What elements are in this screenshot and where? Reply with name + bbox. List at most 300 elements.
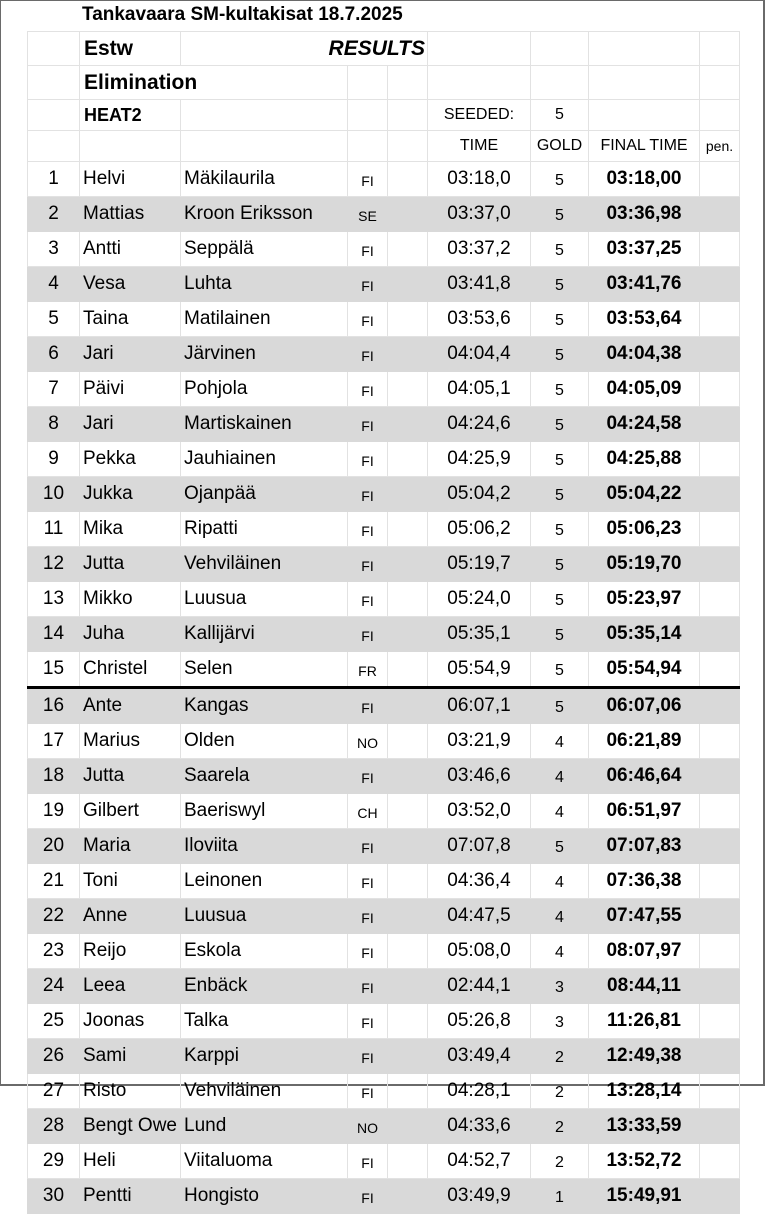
penalty-cell	[700, 512, 740, 547]
first-name-cell: Maria	[80, 829, 181, 864]
col-final-header: FINAL TIME	[589, 131, 700, 162]
last-name-cell: Olden	[181, 724, 348, 759]
country-cell: NO	[348, 724, 388, 759]
penalty-cell	[700, 724, 740, 759]
column-header-row	[28, 131, 740, 162]
table-row	[28, 934, 740, 969]
rank-cell: 18	[28, 759, 80, 794]
time-cell: 04:36,4	[428, 864, 531, 899]
blank-cell	[388, 547, 428, 582]
time-cell: 04:47,5	[428, 899, 531, 934]
time-cell: 04:04,4	[428, 337, 531, 372]
penalty-cell	[700, 864, 740, 899]
penalty-cell	[700, 1074, 740, 1109]
time-cell: 04:05,1	[428, 372, 531, 407]
gold-cell: 5	[531, 162, 589, 197]
time-cell: 03:21,9	[428, 724, 531, 759]
first-name-cell: Bengt Owe	[80, 1109, 181, 1144]
country-cell: FI	[348, 864, 388, 899]
country-cell: FI	[348, 582, 388, 617]
penalty-cell	[700, 899, 740, 934]
rank-cell: 6	[28, 337, 80, 372]
table-row	[28, 337, 740, 372]
penalty-cell	[700, 829, 740, 864]
time-cell: 05:06,2	[428, 512, 531, 547]
time-cell: 03:37,2	[428, 232, 531, 267]
table-row	[28, 899, 740, 934]
table-row	[28, 829, 740, 864]
last-name-cell: Talka	[181, 1004, 348, 1039]
gold-cell: 5	[531, 442, 589, 477]
time-cell: 05:24,0	[428, 582, 531, 617]
rank-cell: 28	[28, 1109, 80, 1144]
rank-cell: 2	[28, 197, 80, 232]
final-time-cell: 05:19,70	[589, 547, 700, 582]
rank-cell: 22	[28, 899, 80, 934]
stage-label: Elimination	[80, 66, 348, 100]
rank-cell: 10	[28, 477, 80, 512]
blank-cell	[388, 1144, 428, 1179]
country-cell: FI	[348, 1039, 388, 1074]
gold-cell: 5	[531, 267, 589, 302]
final-time-cell: 13:28,14	[589, 1074, 700, 1109]
country-cell: FI	[348, 232, 388, 267]
last-name-cell: Luusua	[181, 899, 348, 934]
blank-cell	[388, 302, 428, 337]
gold-cell: 5	[531, 582, 589, 617]
penalty-cell	[700, 617, 740, 652]
final-time-cell: 07:07,83	[589, 829, 700, 864]
blank-cell	[388, 759, 428, 794]
gold-cell: 4	[531, 934, 589, 969]
first-name-cell: Jari	[80, 407, 181, 442]
blank-cell	[388, 162, 428, 197]
country-cell: FI	[348, 267, 388, 302]
gold-cell: 5	[531, 232, 589, 267]
results-label: RESULTS	[181, 32, 428, 66]
country-cell: FI	[348, 1074, 388, 1109]
last-name-cell: Mäkilaurila	[181, 162, 348, 197]
table-row	[28, 582, 740, 617]
gold-cell: 5	[531, 547, 589, 582]
last-name-cell: Baeriswyl	[181, 794, 348, 829]
rank-cell: 17	[28, 724, 80, 759]
penalty-cell	[700, 582, 740, 617]
last-name-cell: Vehviläinen	[181, 547, 348, 582]
results-table	[27, 31, 740, 1214]
blank-cell	[388, 442, 428, 477]
gold-cell: 5	[531, 372, 589, 407]
gold-cell: 5	[531, 617, 589, 652]
time-cell: 05:26,8	[428, 1004, 531, 1039]
blank-cell	[388, 688, 428, 724]
final-time-cell: 04:04,38	[589, 337, 700, 372]
rank-cell: 5	[28, 302, 80, 337]
country-cell: FI	[348, 512, 388, 547]
final-time-cell: 13:52,72	[589, 1144, 700, 1179]
last-name-cell: Matilainen	[181, 302, 348, 337]
country-cell: FI	[348, 617, 388, 652]
penalty-cell	[700, 407, 740, 442]
penalty-cell	[700, 1004, 740, 1039]
table-row	[28, 1109, 740, 1144]
rank-cell: 30	[28, 1179, 80, 1214]
last-name-cell: Järvinen	[181, 337, 348, 372]
penalty-cell	[700, 934, 740, 969]
gold-cell: 4	[531, 759, 589, 794]
time-cell: 04:25,9	[428, 442, 531, 477]
penalty-cell	[700, 1109, 740, 1144]
blank-cell	[388, 1039, 428, 1074]
table-row	[28, 232, 740, 267]
rank-cell: 16	[28, 688, 80, 724]
last-name-cell: Luhta	[181, 267, 348, 302]
blank-cell	[388, 829, 428, 864]
blank-cell	[388, 1004, 428, 1039]
country-cell: FI	[348, 407, 388, 442]
first-name-cell: Mikko	[80, 582, 181, 617]
table-row	[28, 372, 740, 407]
table-row	[28, 688, 740, 724]
time-cell: 03:46,6	[428, 759, 531, 794]
final-time-cell: 03:41,76	[589, 267, 700, 302]
country-cell: FI	[348, 829, 388, 864]
last-name-cell: Ripatti	[181, 512, 348, 547]
last-name-cell: Leinonen	[181, 864, 348, 899]
gold-cell: 5	[531, 337, 589, 372]
first-name-cell: Marius	[80, 724, 181, 759]
country-cell: FI	[348, 688, 388, 724]
gold-cell: 5	[531, 688, 589, 724]
blank-cell	[388, 512, 428, 547]
first-name-cell: Ante	[80, 688, 181, 724]
gold-cell: 5	[531, 512, 589, 547]
penalty-cell	[700, 442, 740, 477]
last-name-cell: Enbäck	[181, 969, 348, 1004]
final-time-cell: 05:04,22	[589, 477, 700, 512]
first-name-cell: Jukka	[80, 477, 181, 512]
first-name-cell: Anne	[80, 899, 181, 934]
first-name-cell: Mattias	[80, 197, 181, 232]
penalty-cell	[700, 759, 740, 794]
last-name-cell: Iloviita	[181, 829, 348, 864]
time-cell: 05:08,0	[428, 934, 531, 969]
table-row	[28, 652, 740, 688]
penalty-cell	[700, 1179, 740, 1214]
country-cell: FI	[348, 969, 388, 1004]
heat-label: HEAT2	[80, 100, 181, 131]
final-time-cell: 05:06,23	[589, 512, 700, 547]
rank-cell: 21	[28, 864, 80, 899]
seeded-label: SEEDED:	[428, 100, 531, 131]
final-time-cell: 06:46,64	[589, 759, 700, 794]
header-row-class	[28, 32, 740, 66]
final-time-cell: 05:54,94	[589, 652, 700, 688]
first-name-cell: Sami	[80, 1039, 181, 1074]
rank-cell: 20	[28, 829, 80, 864]
first-name-cell: Antti	[80, 232, 181, 267]
last-name-cell: Kangas	[181, 688, 348, 724]
last-name-cell: Lund	[181, 1109, 348, 1144]
final-time-cell: 04:05,09	[589, 372, 700, 407]
gold-cell: 5	[531, 302, 589, 337]
last-name-cell: Saarela	[181, 759, 348, 794]
seeded-value: 5	[531, 100, 589, 131]
country-cell: FI	[348, 477, 388, 512]
first-name-cell: Reijo	[80, 934, 181, 969]
gold-cell: 2	[531, 1074, 589, 1109]
blank-cell	[388, 724, 428, 759]
last-name-cell: Eskola	[181, 934, 348, 969]
penalty-cell	[700, 197, 740, 232]
final-time-cell: 03:37,25	[589, 232, 700, 267]
rank-cell: 14	[28, 617, 80, 652]
final-time-cell: 03:36,98	[589, 197, 700, 232]
time-cell: 02:44,1	[428, 969, 531, 1004]
table-row	[28, 197, 740, 232]
blank-cell	[388, 267, 428, 302]
blank-cell	[388, 407, 428, 442]
time-cell: 03:53,6	[428, 302, 531, 337]
blank-cell	[388, 969, 428, 1004]
final-time-cell: 03:18,00	[589, 162, 700, 197]
first-name-cell: Juha	[80, 617, 181, 652]
country-cell: FI	[348, 442, 388, 477]
rank-cell: 3	[28, 232, 80, 267]
final-time-cell: 05:35,14	[589, 617, 700, 652]
time-cell: 03:18,0	[428, 162, 531, 197]
gold-cell: 5	[531, 407, 589, 442]
table-row	[28, 1179, 740, 1214]
first-name-cell: Pekka	[80, 442, 181, 477]
blank-cell	[388, 617, 428, 652]
final-time-cell: 06:07,06	[589, 688, 700, 724]
first-name-cell: Heli	[80, 1144, 181, 1179]
table-row	[28, 1004, 740, 1039]
rank-cell: 11	[28, 512, 80, 547]
final-time-cell: 04:24,58	[589, 407, 700, 442]
final-time-cell: 13:33,59	[589, 1109, 700, 1144]
header-row-heat	[28, 100, 740, 131]
penalty-cell	[700, 547, 740, 582]
first-name-cell: Vesa	[80, 267, 181, 302]
time-cell: 06:07,1	[428, 688, 531, 724]
final-time-cell: 03:53,64	[589, 302, 700, 337]
blank-cell	[388, 372, 428, 407]
table-row	[28, 864, 740, 899]
table-row	[28, 302, 740, 337]
last-name-cell: Luusua	[181, 582, 348, 617]
table-row	[28, 794, 740, 829]
final-time-cell: 05:23,97	[589, 582, 700, 617]
gold-cell: 4	[531, 899, 589, 934]
rank-cell: 13	[28, 582, 80, 617]
last-name-cell: Pohjola	[181, 372, 348, 407]
final-time-cell: 08:07,97	[589, 934, 700, 969]
table-row	[28, 724, 740, 759]
class-name: Estw	[80, 32, 181, 66]
table-row	[28, 162, 740, 197]
blank-cell	[388, 1109, 428, 1144]
first-name-cell: Pentti	[80, 1179, 181, 1214]
time-cell: 07:07,8	[428, 829, 531, 864]
table-row	[28, 407, 740, 442]
country-cell: FI	[348, 899, 388, 934]
rank-cell: 25	[28, 1004, 80, 1039]
rank-cell: 15	[28, 652, 80, 688]
first-name-cell: Jutta	[80, 759, 181, 794]
blank-cell	[388, 652, 428, 688]
gold-cell: 5	[531, 477, 589, 512]
penalty-cell	[700, 1144, 740, 1179]
blank-cell	[388, 934, 428, 969]
rank-cell: 27	[28, 1074, 80, 1109]
penalty-cell	[700, 337, 740, 372]
rank-cell: 26	[28, 1039, 80, 1074]
country-cell: FR	[348, 652, 388, 688]
table-row	[28, 1144, 740, 1179]
first-name-cell: Helvi	[80, 162, 181, 197]
rank-cell: 9	[28, 442, 80, 477]
rank-cell: 8	[28, 407, 80, 442]
country-cell: FI	[348, 1004, 388, 1039]
final-time-cell: 11:26,81	[589, 1004, 700, 1039]
last-name-cell: Karppi	[181, 1039, 348, 1074]
penalty-cell	[700, 969, 740, 1004]
first-name-cell: Leea	[80, 969, 181, 1004]
last-name-cell: Seppälä	[181, 232, 348, 267]
time-cell: 05:19,7	[428, 547, 531, 582]
first-name-cell: Toni	[80, 864, 181, 899]
rank-cell: 29	[28, 1144, 80, 1179]
last-name-cell: Ojanpää	[181, 477, 348, 512]
country-cell: CH	[348, 794, 388, 829]
last-name-cell: Martiskainen	[181, 407, 348, 442]
final-time-cell: 07:36,38	[589, 864, 700, 899]
time-cell: 04:52,7	[428, 1144, 531, 1179]
gold-cell: 4	[531, 794, 589, 829]
penalty-cell	[700, 162, 740, 197]
table-row	[28, 477, 740, 512]
first-name-cell: Christel	[80, 652, 181, 688]
col-time-header: TIME	[428, 131, 531, 162]
blank-cell	[388, 337, 428, 372]
header-row-stage	[28, 66, 740, 100]
penalty-cell	[700, 794, 740, 829]
table-row	[28, 759, 740, 794]
table-row	[28, 442, 740, 477]
rank-cell: 1	[28, 162, 80, 197]
last-name-cell: Selen	[181, 652, 348, 688]
country-cell: FI	[348, 1179, 388, 1214]
blank-cell	[388, 477, 428, 512]
final-time-cell: 15:49,91	[589, 1179, 700, 1214]
gold-cell: 2	[531, 1109, 589, 1144]
first-name-cell: Jari	[80, 337, 181, 372]
gold-cell: 3	[531, 969, 589, 1004]
col-pen-header: pen.	[700, 131, 740, 162]
gold-cell: 2	[531, 1144, 589, 1179]
blank-cell	[388, 899, 428, 934]
rank-cell: 24	[28, 969, 80, 1004]
table-row	[28, 512, 740, 547]
country-cell: FI	[348, 372, 388, 407]
penalty-cell	[700, 267, 740, 302]
country-cell: FI	[348, 302, 388, 337]
blank-cell	[388, 1179, 428, 1214]
blank-cell	[388, 197, 428, 232]
first-name-cell: Jutta	[80, 547, 181, 582]
country-cell: FI	[348, 1144, 388, 1179]
gold-cell: 2	[531, 1039, 589, 1074]
country-cell: FI	[348, 162, 388, 197]
final-time-cell: 08:44,11	[589, 969, 700, 1004]
country-cell: SE	[348, 197, 388, 232]
final-time-cell: 12:49,38	[589, 1039, 700, 1074]
rank-cell: 7	[28, 372, 80, 407]
country-cell: FI	[348, 934, 388, 969]
table-row	[28, 617, 740, 652]
time-cell: 03:37,0	[428, 197, 531, 232]
country-cell: NO	[348, 1109, 388, 1144]
time-cell: 05:35,1	[428, 617, 531, 652]
table-row	[28, 1039, 740, 1074]
final-time-cell: 06:21,89	[589, 724, 700, 759]
time-cell: 04:33,6	[428, 1109, 531, 1144]
last-name-cell: Kallijärvi	[181, 617, 348, 652]
table-row	[28, 547, 740, 582]
rank-cell: 4	[28, 267, 80, 302]
blank-cell	[388, 794, 428, 829]
country-cell: FI	[348, 759, 388, 794]
table-row	[28, 1074, 740, 1109]
time-cell: 03:52,0	[428, 794, 531, 829]
gold-cell: 5	[531, 197, 589, 232]
penalty-cell	[700, 652, 740, 688]
gold-cell: 3	[531, 1004, 589, 1039]
gold-cell: 4	[531, 864, 589, 899]
time-cell: 05:04,2	[428, 477, 531, 512]
gold-cell: 1	[531, 1179, 589, 1214]
gold-cell: 4	[531, 724, 589, 759]
last-name-cell: Jauhiainen	[181, 442, 348, 477]
final-time-cell: 07:47,55	[589, 899, 700, 934]
gold-cell: 5	[531, 829, 589, 864]
last-name-cell: Vehviläinen	[181, 1074, 348, 1109]
rank-cell: 19	[28, 794, 80, 829]
time-cell: 05:54,9	[428, 652, 531, 688]
penalty-cell	[700, 477, 740, 512]
country-cell: FI	[348, 337, 388, 372]
rank-cell: 23	[28, 934, 80, 969]
first-name-cell: Päivi	[80, 372, 181, 407]
penalty-cell	[700, 1039, 740, 1074]
penalty-cell	[700, 372, 740, 407]
penalty-cell	[700, 302, 740, 337]
table-row	[28, 267, 740, 302]
blank-cell	[388, 232, 428, 267]
penalty-cell	[700, 688, 740, 724]
time-cell: 03:41,8	[428, 267, 531, 302]
page-title: Tankavaara SM-kultakisat 18.7.2025	[82, 4, 403, 25]
first-name-cell: Taina	[80, 302, 181, 337]
gold-cell: 5	[531, 652, 589, 688]
final-time-cell: 04:25,88	[589, 442, 700, 477]
penalty-cell	[700, 232, 740, 267]
last-name-cell: Viitaluoma	[181, 1144, 348, 1179]
rank-cell: 12	[28, 547, 80, 582]
time-cell: 03:49,9	[428, 1179, 531, 1214]
